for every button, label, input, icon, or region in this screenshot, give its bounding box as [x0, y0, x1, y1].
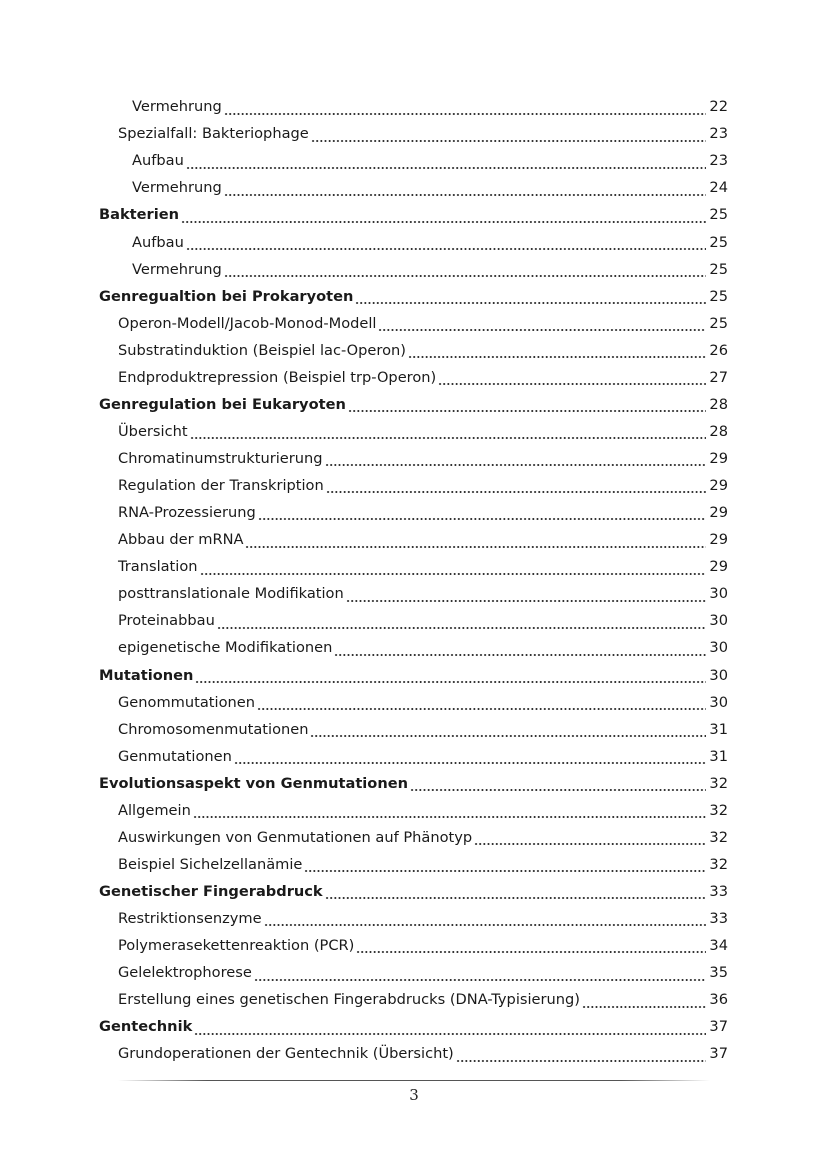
toc-section-entry[interactable]	[0, 365, 828, 392]
toc-entry-page-number: 25	[709, 206, 728, 224]
toc-section-entry[interactable]	[0, 473, 828, 500]
toc-chapter-entry[interactable]	[0, 392, 828, 419]
dot-leader	[356, 936, 706, 956]
toc-section-entry[interactable]	[0, 500, 828, 527]
toc-entry-title: RNA-Prozessierung	[118, 504, 256, 522]
toc-entry-page-number: 29	[709, 531, 728, 549]
dot-leader	[224, 179, 707, 199]
toc-entry-page-number: 25	[709, 314, 728, 332]
toc-entry-page-number: 25	[709, 260, 728, 278]
toc-entry-page-number: 28	[709, 422, 728, 440]
dot-leader	[582, 991, 706, 1011]
dot-leader	[325, 449, 707, 469]
toc-entry-title: Vermehrung	[132, 98, 222, 116]
toc-section-entry[interactable]	[0, 987, 828, 1014]
toc-section-entry[interactable]	[0, 744, 828, 771]
dot-leader	[193, 801, 707, 821]
toc-entry-page-number: 32	[709, 774, 728, 792]
toc-entry-title: posttranslationale Modifikation	[118, 585, 344, 603]
toc-section-entry[interactable]	[0, 581, 828, 608]
toc-chapter-entry[interactable]	[0, 879, 828, 906]
toc-entry-page-number: 37	[709, 1045, 728, 1063]
toc-section-entry[interactable]	[0, 554, 828, 581]
toc-entry-title: Auswirkungen von Genmutationen auf Phänotyp	[118, 828, 473, 846]
dot-leader	[456, 1045, 707, 1065]
toc-entry-page-number: 27	[709, 368, 728, 386]
toc-subsection-entry[interactable]	[0, 175, 828, 202]
dot-leader	[346, 585, 707, 605]
toc-entry-page-number: 29	[709, 450, 728, 468]
toc-entry-title: Beispiel Sichelzellanämie	[118, 855, 303, 873]
toc-entry-page-number: 30	[709, 639, 728, 657]
toc-entry-page-number: 24	[709, 179, 728, 197]
toc-entry-title: Erstellung eines genetischen Fingerabdrucks (DNA-Typisierung)	[118, 991, 580, 1009]
toc-entry-page-number: 30	[709, 612, 728, 630]
toc-section-entry[interactable]	[0, 933, 828, 960]
toc-entry-page-number: 31	[709, 747, 728, 765]
dot-leader	[310, 720, 706, 740]
toc-section-entry[interactable]	[0, 798, 828, 825]
dot-leader	[190, 422, 707, 442]
toc-entry-page-number: 32	[709, 855, 728, 873]
dot-leader	[254, 964, 707, 984]
toc-entry-page-number: 29	[709, 504, 728, 522]
toc-entry-title: Übersicht	[118, 422, 188, 440]
toc-chapter-entry[interactable]	[0, 1014, 828, 1041]
table-of-contents	[0, 94, 828, 1068]
dot-leader	[474, 828, 706, 848]
toc-entry-page-number: 33	[709, 883, 728, 901]
toc-entry-title: Evolutionsaspekt von Genmutationen	[99, 774, 408, 792]
dot-leader	[200, 558, 707, 578]
toc-entry-title: Operon-Modell/Jacob-Monod-Modell	[118, 314, 377, 332]
toc-entry-title: Genmutationen	[118, 747, 232, 765]
dot-leader	[326, 476, 707, 496]
toc-entry-page-number: 30	[709, 585, 728, 603]
toc-section-entry[interactable]	[0, 338, 828, 365]
toc-entry-page-number: 23	[709, 125, 728, 143]
footer-divider	[118, 1080, 710, 1081]
toc-chapter-entry[interactable]	[0, 771, 828, 798]
toc-entry-page-number: 32	[709, 828, 728, 846]
toc-section-entry[interactable]	[0, 446, 828, 473]
toc-section-entry[interactable]	[0, 906, 828, 933]
toc-entry-page-number: 22	[709, 98, 728, 116]
toc-entry-title: Grundoperationen der Gentechnik (Übersicht)	[118, 1045, 454, 1063]
toc-entry-title: Gentechnik	[99, 1018, 193, 1036]
toc-section-entry[interactable]	[0, 121, 828, 148]
toc-entry-page-number: 33	[709, 910, 728, 928]
toc-subsection-entry[interactable]	[0, 94, 828, 121]
dot-leader	[304, 855, 706, 875]
toc-entry-title: Polymerasekettenreaktion (PCR)	[118, 937, 355, 955]
dot-leader	[264, 909, 707, 929]
toc-entry-title: Endproduktrepression (Beispiel trp-Operon)	[118, 368, 437, 386]
toc-subsection-entry[interactable]	[0, 229, 828, 256]
dot-leader	[408, 341, 706, 361]
toc-entry-title: Restriktionsenzyme	[118, 910, 262, 928]
toc-entry-title: Mutationen	[99, 666, 194, 684]
dot-leader	[195, 666, 706, 686]
toc-entry-page-number: 37	[709, 1018, 728, 1036]
dot-leader	[311, 125, 707, 145]
toc-entry-page-number: 29	[709, 477, 728, 495]
toc-section-entry[interactable]	[0, 825, 828, 852]
toc-section-entry[interactable]	[0, 527, 828, 554]
dot-leader	[234, 747, 707, 767]
toc-section-entry[interactable]	[0, 960, 828, 987]
toc-section-entry[interactable]	[0, 635, 828, 662]
toc-section-entry[interactable]	[0, 1041, 828, 1068]
toc-subsection-entry[interactable]	[0, 148, 828, 175]
toc-entry-title: Allgemein	[118, 801, 191, 819]
toc-entry-page-number: 30	[709, 666, 728, 684]
toc-entry-page-number: 36	[709, 991, 728, 1009]
dot-leader	[258, 503, 707, 523]
toc-entry-title: Spezialfall: Bakteriophage	[118, 125, 309, 143]
toc-entry-title: Chromosomenmutationen	[118, 720, 309, 738]
toc-entry-page-number: 25	[709, 287, 728, 305]
toc-entry-title: Genetischer Fingerabdruck	[99, 883, 323, 901]
toc-section-entry[interactable]	[0, 716, 828, 743]
toc-entry-title: Regulation der Transkription	[118, 477, 324, 495]
dot-leader	[194, 1018, 706, 1038]
dot-leader	[224, 98, 707, 118]
toc-entry-title: Gelelektrophorese	[118, 964, 252, 982]
dot-leader	[181, 206, 706, 226]
toc-chapter-entry[interactable]	[0, 662, 828, 689]
toc-entry-page-number: 34	[709, 937, 728, 955]
toc-entry-page-number: 29	[709, 558, 728, 576]
dot-leader	[325, 882, 707, 902]
toc-entry-title: Abbau der mRNA	[118, 531, 244, 549]
toc-entry-title: Proteinabbau	[118, 612, 215, 630]
dot-leader	[186, 233, 707, 253]
dot-leader	[378, 314, 706, 334]
toc-entry-page-number: 31	[709, 720, 728, 738]
toc-entry-page-number: 35	[709, 964, 728, 982]
page-number: 3	[409, 1086, 419, 1104]
toc-section-entry[interactable]	[0, 852, 828, 879]
toc-entry-page-number: 25	[709, 233, 728, 251]
toc-entry-title: Genregulation bei Eukaryoten	[99, 395, 346, 413]
toc-entry-page-number: 26	[709, 341, 728, 359]
dot-leader	[334, 639, 706, 659]
toc-section-entry[interactable]	[0, 608, 828, 635]
dot-leader	[348, 395, 707, 415]
toc-section-entry[interactable]	[0, 689, 828, 716]
toc-chapter-entry[interactable]	[0, 202, 828, 229]
toc-entry-title: Genregualtion bei Prokaryoten	[99, 287, 354, 305]
dot-leader	[186, 152, 707, 172]
toc-entry-page-number: 32	[709, 801, 728, 819]
toc-entry-title: Aufbau	[132, 152, 184, 170]
toc-entry-title: Vermehrung	[132, 179, 222, 197]
toc-entry-title: Vermehrung	[132, 260, 222, 278]
toc-entry-title: epigenetische Modifikationen	[118, 639, 333, 657]
dot-leader	[410, 774, 706, 794]
toc-entry-page-number: 23	[709, 152, 728, 170]
dot-leader	[245, 531, 706, 551]
toc-entry-title: Genommutationen	[118, 693, 255, 711]
toc-entry-title: Bakterien	[99, 206, 180, 224]
toc-entry-title: Aufbau	[132, 233, 184, 251]
dot-leader	[355, 287, 706, 307]
toc-entry-title: Substratinduktion (Beispiel lac-Operon)	[118, 341, 406, 359]
dot-leader	[257, 693, 706, 713]
toc-chapter-entry[interactable]	[0, 283, 828, 310]
toc-entry-page-number: 28	[709, 395, 728, 413]
dot-leader	[438, 368, 706, 388]
toc-entry-page-number: 30	[709, 693, 728, 711]
dot-leader	[224, 260, 707, 280]
dot-leader	[217, 612, 707, 632]
toc-subsection-entry[interactable]	[0, 256, 828, 283]
toc-entry-title: Translation	[118, 558, 198, 576]
toc-section-entry[interactable]	[0, 311, 828, 338]
toc-section-entry[interactable]	[0, 419, 828, 446]
toc-entry-title: Chromatinumstrukturierung	[118, 450, 323, 468]
